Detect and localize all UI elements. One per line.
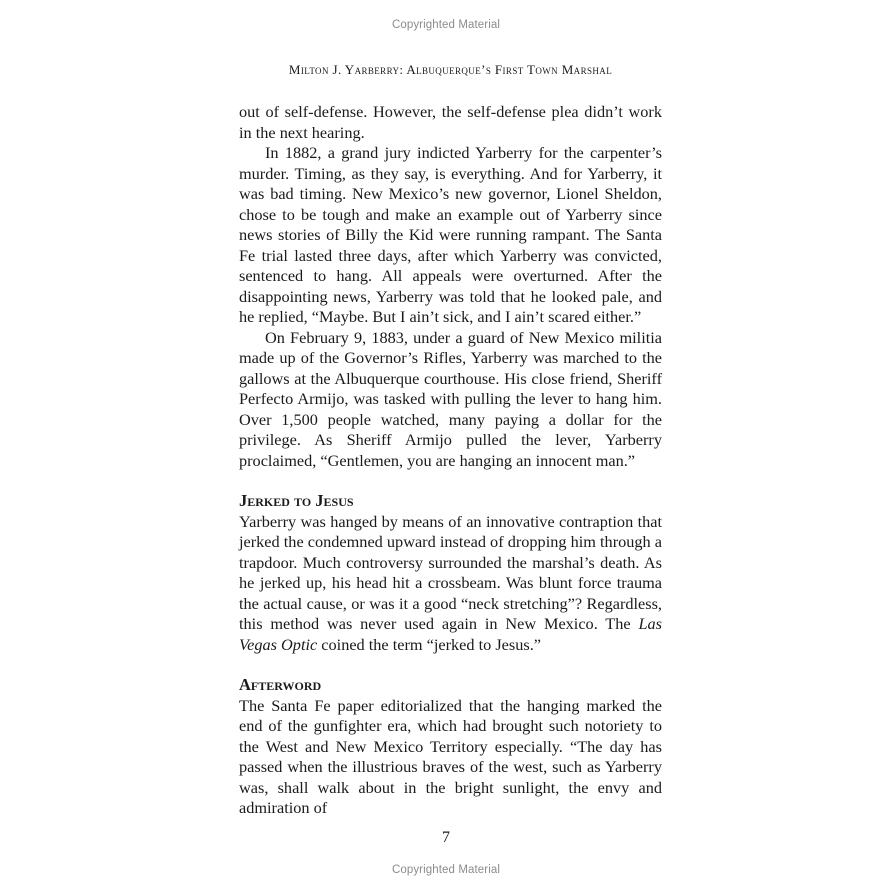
paragraph-afterword: The Santa Fe paper editorialized that the hanging marked the end of the gunfighter era, which had brought such notoriety to the West and New Mexico Territory especially. “The day has passed when the illustrious braves of the west, such as Yarberry was, shall walk about in the bright sunlight, the envy and admiration of xyxy=(239,695,662,817)
paragraph-hanging: On February 9, 1883, under a guard of New Mexico militia made up of the Governor’s Rifles, Yarberry was marched to the gallows at the Albuquerque courthouse. His close friend, Sheriff Perfecto Armijo, was tasked with pulling the lever to hang him. Over 1,500 people watched, many paying a dollar for the privilege. As Sheriff Armijo pulled the lever, Yarberry proclaimed, “Gentlemen, you are hanging an innocent man.” xyxy=(239,327,662,470)
paragraph-jerked-to-jesus xyxy=(239,512,662,656)
body-text xyxy=(239,102,662,819)
newspaper-title: Las Vegas Optic xyxy=(239,614,662,654)
copyright-watermark-bottom: Copyrighted Material xyxy=(391,864,501,876)
section-heading-afterword: Afterword xyxy=(239,675,322,694)
page-number: 7 xyxy=(442,829,450,846)
book-page xyxy=(239,60,662,819)
copyright-watermark-top: Copyrighted Material xyxy=(391,19,501,31)
running-head: Milton J. Yarberry: Albuquerque’s First Town Marshal xyxy=(288,62,613,77)
section-heading-jerked-to-jesus: Jerked to Jesus xyxy=(239,491,354,510)
paragraph-continuation: out of self-defense. However, the self-defense plea didn’t work in the next hearing. xyxy=(239,102,662,142)
jerked-text-before: Yarberry was hanged by means of an innovative contraption that jerked the condemned upward instead of dropping him through a trapdoor. Much controversy surrounded the marshal’s death. As he jerked up, his head hit a crossbeam. Was blunt force trauma the actual cause, or was it a good “neck stretching”? Regardless, this method was never used again in New Mexico. The xyxy=(239,511,662,633)
jerked-text-after: coined the term “jerked to Jesus.” xyxy=(317,634,542,654)
paragraph-trial: In 1882, a grand jury indicted Yarberry for the carpenter’s murder. Timing, as they say, is everything. And for Yarberry, it was bad timing. New Mexico’s new governor, Lionel Sheldon, chose to be tough and make an example out of Yarberry since news stories of Billy the Kid were running rampant. The Santa Fe trial lasted three days, after which Yarberry was convicted, sentenced to hang. All appeals were overturned. After the disappointing news, Yarberry was told that he looked pale, and he replied, “Maybe. But I ain’t sick, and I ain’t scared either.” xyxy=(239,143,662,326)
